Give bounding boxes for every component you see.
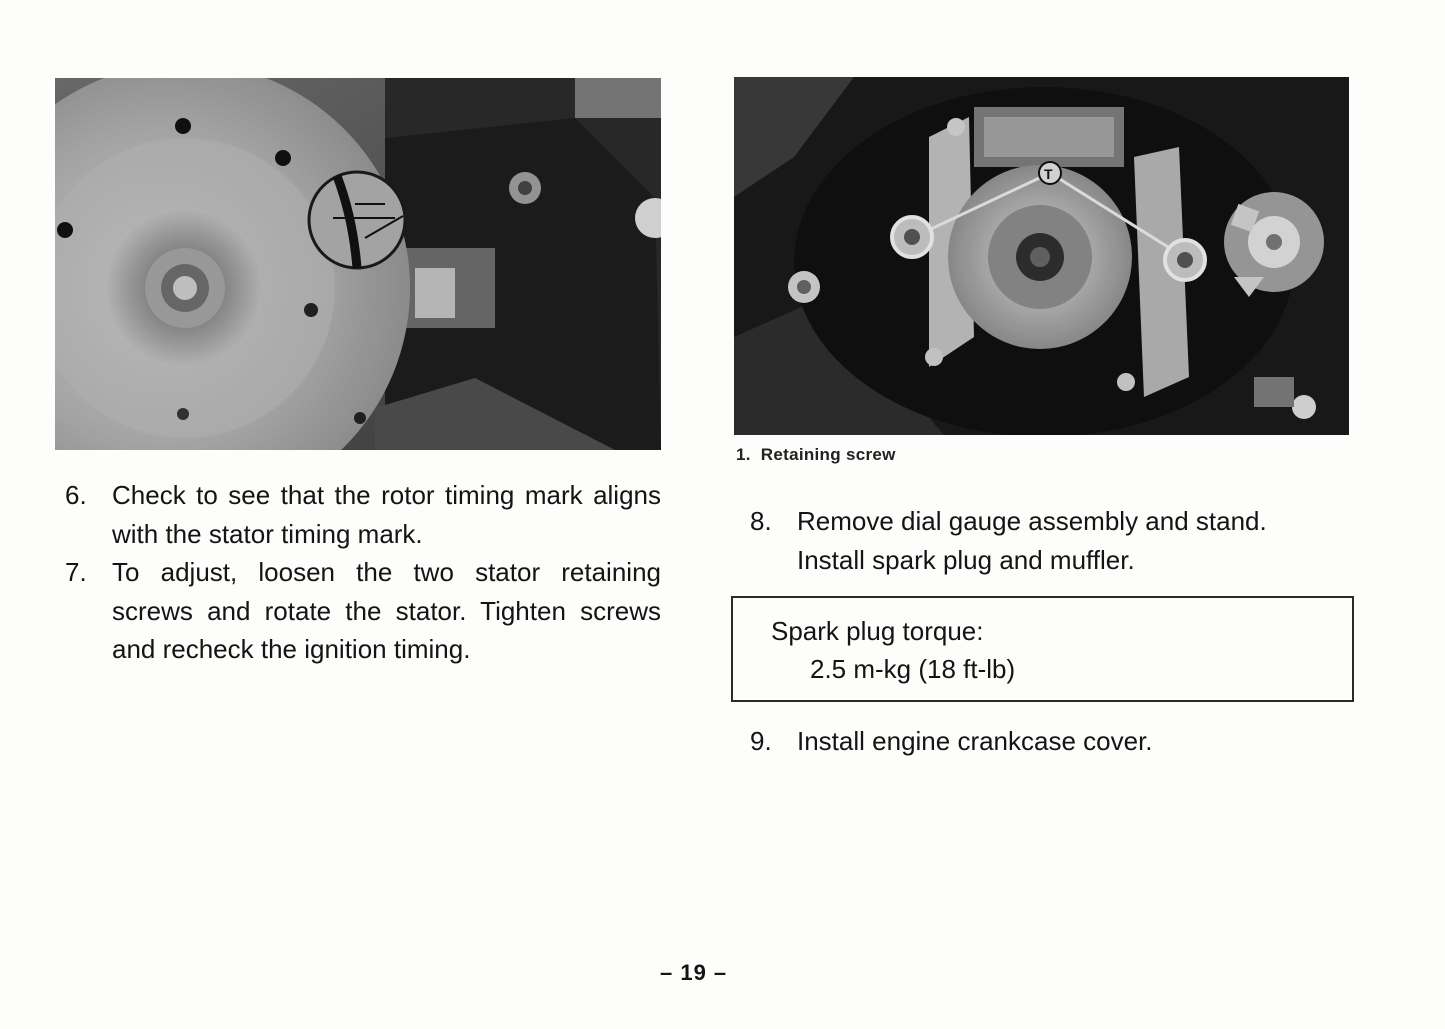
step-6 xyxy=(55,476,661,553)
rotor-timing-mark-photo xyxy=(55,78,661,450)
step-number: 7. xyxy=(65,557,87,587)
rotor-photo-graphic xyxy=(55,78,661,450)
step-text: Install engine crankcase cover. xyxy=(797,726,1153,756)
figure-caption xyxy=(736,445,896,465)
step-8 xyxy=(740,502,1360,579)
step-text-line2: Install spark plug and muffler. xyxy=(797,544,1135,575)
svg-text:T: T xyxy=(1044,166,1053,182)
steps-right-column-bottom xyxy=(740,722,1360,761)
torque-value: 2.5 m-kg (18 ft-lb) xyxy=(810,654,1016,684)
caption-number: 1. xyxy=(736,445,751,464)
stator-retaining-screws-photo xyxy=(734,77,1349,435)
step-text: To adjust, loosen the two stator retaining screws and rotate the stator. Tighten screws and recheck the ignition timing. xyxy=(112,557,661,664)
steps-left-column xyxy=(55,476,661,669)
step-number: 9. xyxy=(750,726,772,756)
step-number: 8. xyxy=(750,506,772,536)
torque-label: Spark plug torque: xyxy=(771,616,984,646)
step-text: Check to see that the rotor timing mark aligns with the stator timing mark. xyxy=(112,480,661,549)
caption-text: Retaining screw xyxy=(760,445,896,464)
step-text-line1: Remove dial gauge assembly and stand. xyxy=(797,506,1267,536)
spark-plug-torque-box xyxy=(731,596,1354,702)
page-number: – 19 – xyxy=(660,960,728,985)
step-9 xyxy=(740,722,1360,761)
step-7 xyxy=(55,553,661,669)
steps-right-column-top xyxy=(740,502,1360,579)
stator-photo-graphic xyxy=(734,77,1349,435)
step-number: 6. xyxy=(65,480,87,510)
